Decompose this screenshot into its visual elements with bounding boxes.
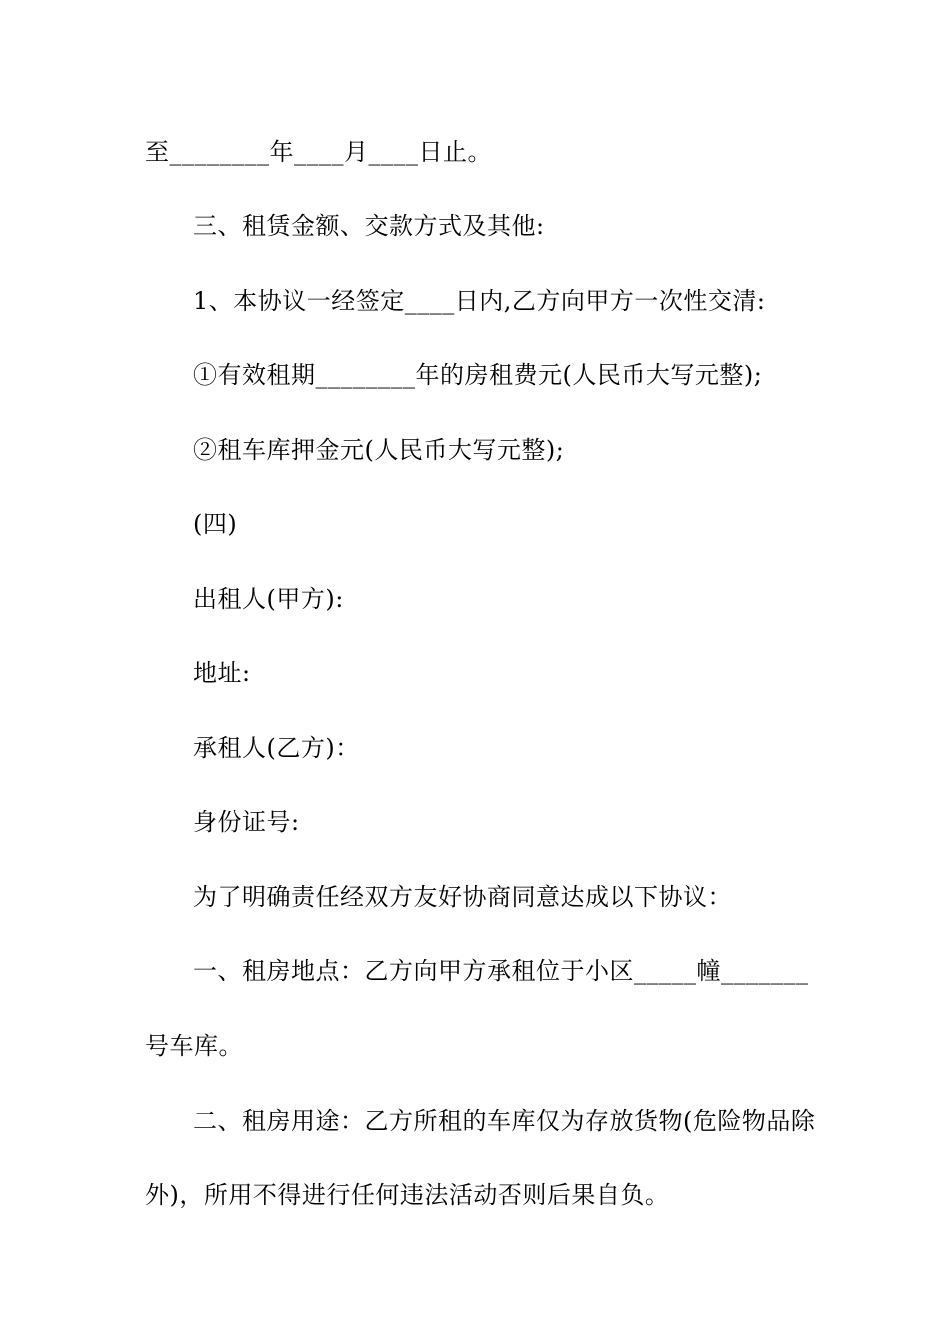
section-heading-rent-payment: 三、租赁金额、交款方式及其他: bbox=[193, 212, 545, 240]
clause-rental-location-continued: 号车库。 bbox=[145, 1032, 243, 1060]
field-lessee: 承租人(乙方)： bbox=[193, 734, 360, 762]
field-id-number: 身份证号: bbox=[193, 808, 300, 836]
text-line-end-date: 至________年____月____日止。 bbox=[145, 138, 492, 166]
clause-rental-purpose: 二、租房用途：乙方所租的车库仅为存放货物(危险物品除 bbox=[193, 1107, 816, 1135]
clause-deposit: ②租车库押金元(人民币大写元整); bbox=[193, 436, 565, 464]
field-address: 地址: bbox=[193, 659, 251, 687]
field-lessor: 出租人(甲方): bbox=[193, 585, 344, 613]
clause-rent-fee: ①有效租期________年的房租费元(人民币大写元整); bbox=[193, 361, 763, 389]
agreement-preamble: 为了明确责任经双方友好协商同意达成以下协议： bbox=[193, 883, 732, 911]
clause-rental-purpose-continued: 外)，所用不得进行任何违法活动否则后果自负。 bbox=[145, 1181, 670, 1209]
clause-rental-location: 一、租房地点：乙方向甲方承租位于小区_____幢_______ bbox=[193, 957, 809, 985]
section-number-four: (四) bbox=[193, 510, 238, 538]
clause-payment-deadline: 1、本协议一经签定____日内,乙方向甲方一次性交清: bbox=[193, 287, 766, 315]
